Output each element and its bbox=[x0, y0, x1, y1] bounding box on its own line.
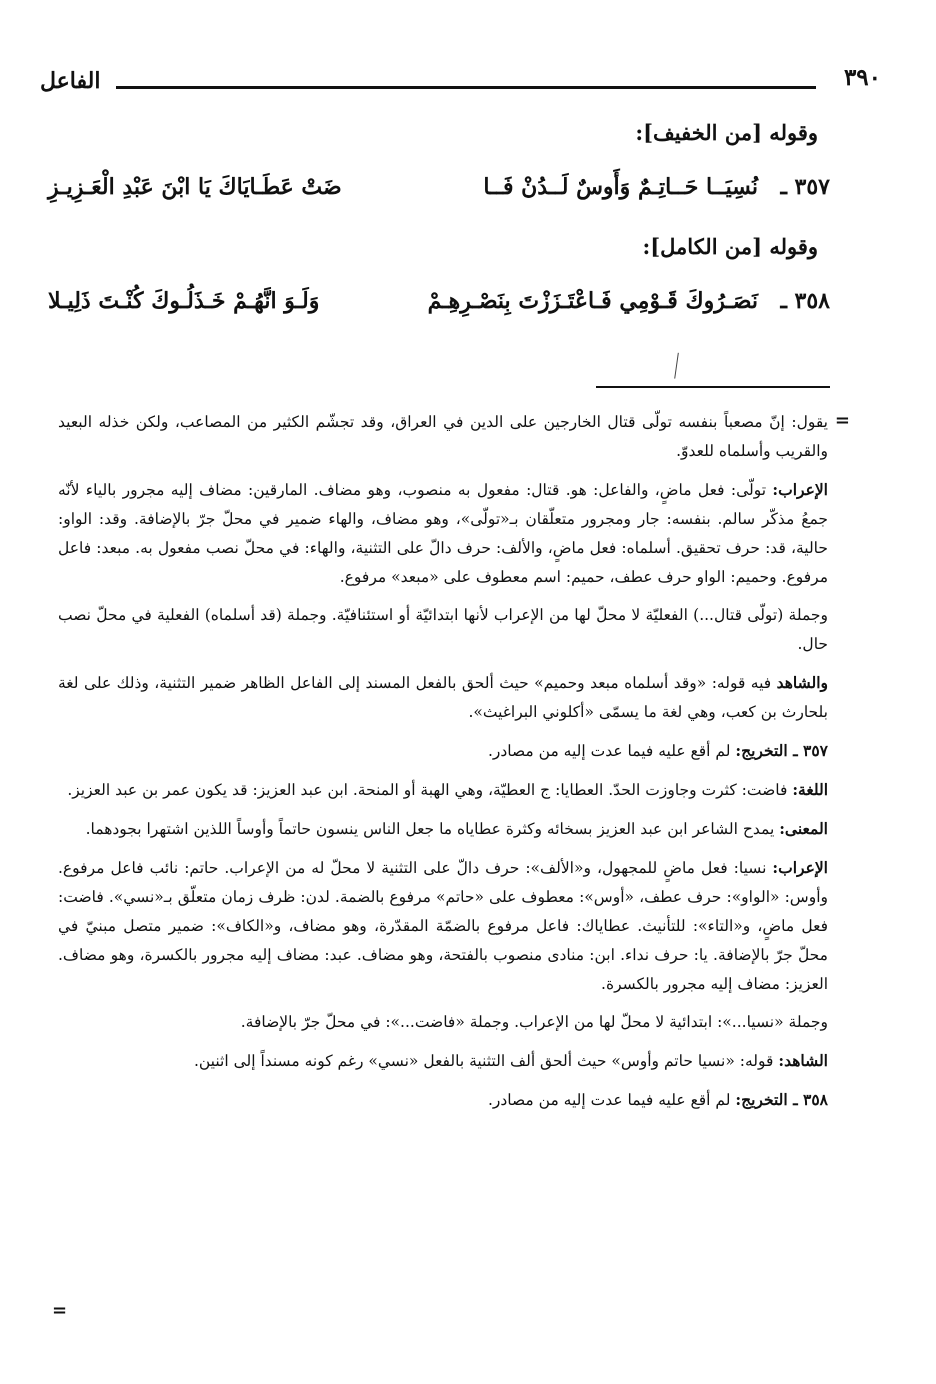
stray-pen-mark bbox=[674, 353, 683, 379]
note-label: ٣٥٧ ـ التخريج: bbox=[735, 741, 828, 760]
continuation-mark-bottom: = bbox=[52, 1300, 68, 1321]
footnote-separator bbox=[596, 386, 830, 388]
note-label: الإعراب: bbox=[772, 858, 828, 877]
note-label: اللغة: bbox=[792, 780, 828, 799]
verse-358 bbox=[48, 286, 828, 326]
note-label: والشاهد bbox=[776, 673, 828, 692]
verse-357-meter-label: وقوله [من الخفيف]: bbox=[635, 120, 818, 145]
note-label: الإعراب: bbox=[772, 480, 828, 499]
note-paragraph: الإعراب: تولّى: فعل ماضٍ، والفاعل: هو. قتال: مفعول به منصوب، وهو مضاف. المارقين: مضاف إليه مجرور بالياء لأنّه جمعُ مذكّر سالم. بنفسه: جار ومجرور متعلّقان بـ«تولّى»، وهو مضاف، والهاء ضمير في محلّ جرّ بالإضافة. وقد: الواو: حالية، قد: حرف تحقيق. أسلماه: فعل ماضٍ، والألف: حرف دالّ على التثنية، والهاء: في محلّ نصب مفعول به. مبعد: فاعل مرفوع. وحميم: الواو حرف عطف، حميم: اسم معطوف على «مبعد» مرفوع. bbox=[58, 480, 828, 586]
running-title: الفاعل bbox=[40, 68, 101, 94]
verse-second-hemistich: ضَتْ عَطَـايَاكَ يَا ابْنَ عَبْدِ الْعَـزِيـزِ bbox=[48, 174, 342, 200]
note-paragraph: المعنى: يمدح الشاعر ابن عبد العزيز بسخائه وكثرة عطاياه ما جعل الناس ينسون حاتماً وأوساً اللذين اشتهرا بجودهما. bbox=[85, 819, 828, 838]
page-number: ٣٩٠ bbox=[843, 64, 881, 91]
verse-second-hemistich: وَلَـوَ انَّهُـمْ خَـذَلُـوكَ كُنْـتَ ذَلِيـلا bbox=[48, 288, 320, 314]
verse-first-hemistich: نُسِيَــا حَــاتِـمٌ وَأَوسٌ لَــدُنْ فَــا bbox=[483, 174, 758, 200]
footnotes bbox=[58, 408, 828, 1124]
header-rule bbox=[116, 86, 816, 89]
verse-number: ٣٥٨ ـ bbox=[780, 288, 830, 314]
note-paragraph: الشاهد: قوله: «نسيا حاتم وأوس» حيث ألحق ألف التثنية بالفعل «نسي» رغم كونه مسنداً إلى اثنين. bbox=[193, 1051, 828, 1070]
note-paragraph: وجملة (تولّى قتال...) الفعليّة لا محلّ لها من الإعراب لأنها ابتدائيّة أو استئنافيّة. وجملة (قد أسلماه) الفعلية في محلّ نصب حال. bbox=[58, 606, 828, 653]
note-paragraph: اللغة: فاضت: كثرت وجاوزت الحدّ. العطايا: ج العطيّة، وهي الهبة أو المنحة. ابن عبد العزيز: قد يكون عمر بن عبد العزيز. bbox=[67, 780, 828, 799]
note-paragraph: يقول: إنّ مصعباً بنفسه تولّى قتال الخارجين على الدين في العراق، وقد تجشّم الكثير من المصاعب، ولكن خذله البعيد والقريب وأسلماه للعدوّ. bbox=[58, 413, 828, 460]
note-label: الشاهد: bbox=[778, 1051, 828, 1070]
note-paragraph: ٣٥٧ ـ التخريج: لم أقع عليه فيما عدت إليه من مصادر. bbox=[487, 741, 828, 760]
note-paragraph: والشاهد فيه قوله: «وقد أسلماه مبعد وحميم» حيث ألحق بالفعل المسند إلى الفاعل الظاهر ضمير التثنية، وذلك على لغة بلحارث بن كعب، وهي لغة ما يسمّى «أكلوني البراغيث». bbox=[58, 673, 828, 721]
note-paragraph: ٣٥٨ ـ التخريج: لم أقع عليه فيما عدت إليه من مصادر. bbox=[487, 1090, 828, 1109]
note-label: المعنى: bbox=[779, 819, 828, 838]
verse-number: ٣٥٧ ـ bbox=[780, 174, 830, 200]
continuation-mark-top: = bbox=[834, 410, 850, 431]
verse-357 bbox=[48, 172, 828, 212]
note-paragraph: الإعراب: نسيا: فعل ماضٍ للمجهول، و«الألف»: حرف دالّ على التثنية لا محلّ له من الإعراب. حاتم: نائب فاعل مرفوع. وأوس: «الواو»: حرف عطف، «أوس»: معطوف على «حاتم» مرفوع بالضمة. لدن: ظرف زمان متعلّق بـ«نسي». فاضت: فعل ماضٍ، و«التاء»: للتأنيث. عطاياك: فاعل مرفوع بالضمّة المقدّرة، وهو مضاف، و«الكاف»: ضمير متصل مبنيّ في محلّ جرّ بالإضافة. يا: حرف نداء. ابن: منادى منصوب بالفتحة، وهو مضاف. عبد: مضاف إليه مجرور بالكسرة، وهو مضاف. العزيز: مضاف إليه مجرور بالكسرة. bbox=[58, 858, 828, 993]
note-paragraph: وجملة «نسيا...»: ابتدائية لا محلّ لها من الإعراب. وجملة «فاضت...»: في محلّ جرّ بالإضافة. bbox=[240, 1013, 828, 1031]
verse-358-meter-label: وقوله [من الكامل]: bbox=[642, 234, 818, 259]
verse-first-hemistich: نَصَـرُوكَ قَـوْمِي فَـاعْتَـزَزْتَ بِنَصْـرِهِـمْ bbox=[427, 288, 758, 314]
note-label: ٣٥٨ ـ التخريج: bbox=[735, 1090, 828, 1109]
